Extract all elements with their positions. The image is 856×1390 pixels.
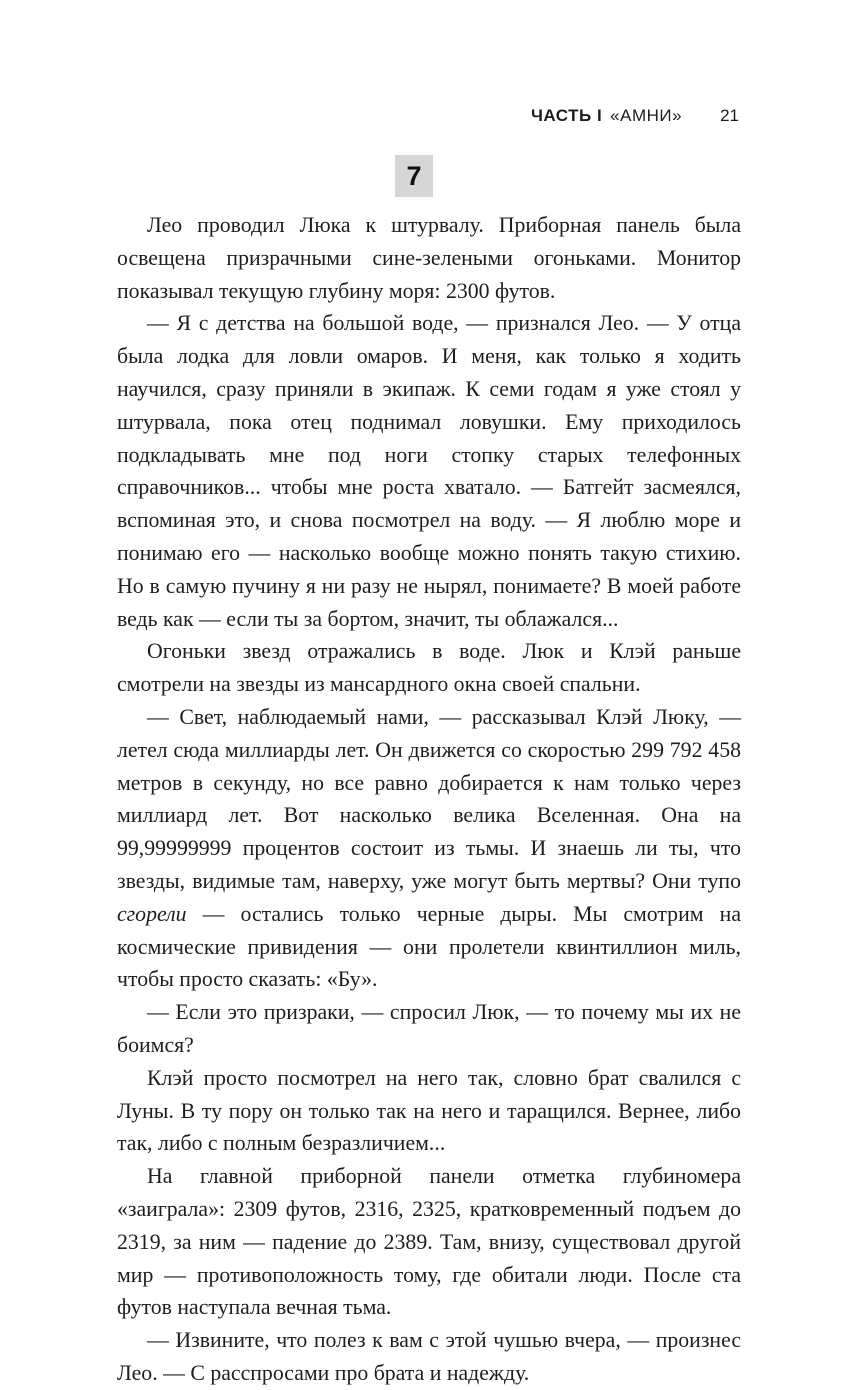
part-label: ЧАСТЬ I: [530, 106, 603, 125]
paragraph-7: На главной приборной панели отметка глубиномера «заиграла»: 2309 футов, 2316, 2325, кратковременный подъем до 2319, за ним — падение до 2389. Там, внизу, существовал другой мир — противоположность тому, где обитали люди. После ста футов наступала вечная тьма.: [117, 1164, 741, 1320]
part-title: «АМНИ»: [610, 106, 683, 125]
paragraph-6: Клэй просто посмотрел на него так, словно брат свалился с Луны. В ту пору он только так на него и таращился. Вернее, либо так, либо с полным безразличием...: [117, 1065, 741, 1156]
chapter-number: 7: [395, 155, 433, 197]
paragraph-4: — Свет, наблюдаемый нами, — рассказывал Клэй Люку, — летел сюда миллиарды лет. Он движется со скоростью 299 792 458 метров в секунду, но все равно добирается к нам только через миллиард лет. Вот насколько велика Вселенная. Она на 99,99999999 процентов состоит из тьмы. И знаешь ли ты, что звезды, видимые там, наверху, уже могут быть мертвы? Они тупо сгорели — остались только черные дыры. Мы смотрим на космические привидения — они пролетели квинтиллион миль, чтобы просто сказать: «Бу».: [117, 704, 741, 992]
body-text: [117, 209, 741, 1390]
page-number: 21: [720, 106, 739, 125]
paragraph-1: Лео проводил Люка к штурвалу. Приборная панель была освещена призрачными сине-зелеными огоньками. Монитор показывал текущую глубину моря: 2300 футов.: [117, 213, 741, 303]
emphasis-burned-out: сгорели: [117, 901, 187, 926]
running-header: [531, 106, 739, 126]
paragraph-3: Огоньки звезд отражались в воде. Люк и Клэй раньше смотрели на звезды из мансардного окна своей спальни.: [117, 639, 741, 697]
paragraph-2: — Я с детства на большой воде, — признался Лео. — У отца была лодка для ловли омаров. И меня, как только я ходить научился, сразу приняли в экипаж. К семи годам я уже стоял у штурвала, пока отец поднимал ловушки. Ему приходилось подкладывать мне под ноги стопку старых телефонных справочников... чтобы мне роста хватало. — Батгейт засмеялся, вспоминая это, и снова посмотрел на воду. — Я люблю море и понимаю его — насколько вообще можно понять такую стихию. Но в самую пучину я ни разу не нырял, понимаете? В моей работе ведь как — если ты за бортом, значит, ты облажался...: [117, 311, 741, 631]
paragraph-5: — Если это призраки, — спросил Люк, — то почему мы их не боимся?: [117, 1000, 741, 1057]
paragraph-8: — Извините, что полез к вам с этой чушью вчера, — произнес Лео. — С расспросами про брата и надежду.: [117, 1328, 741, 1385]
